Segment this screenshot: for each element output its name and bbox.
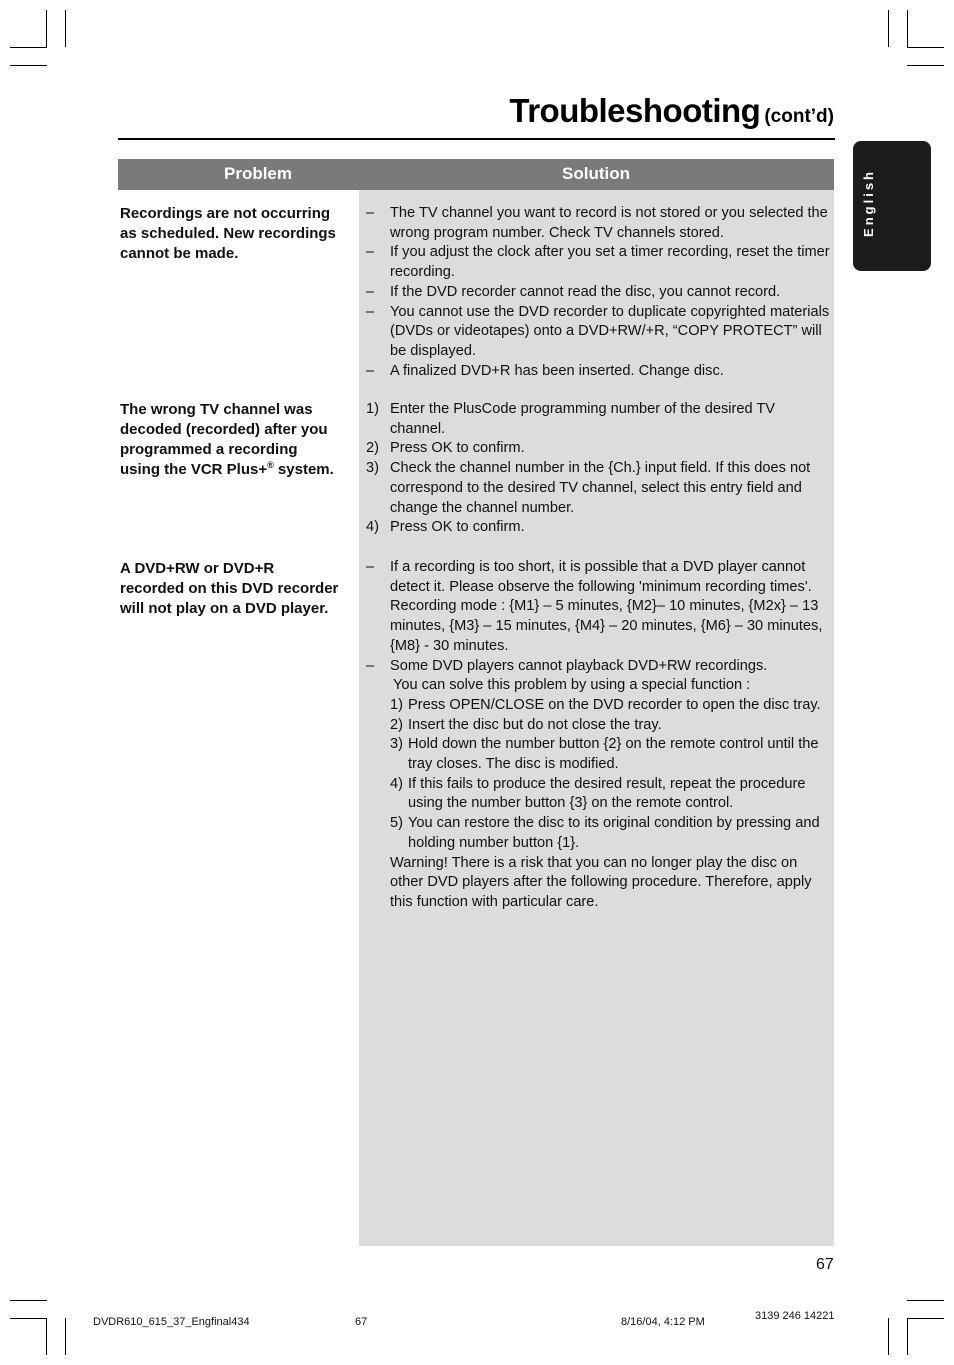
language-tab bbox=[853, 141, 931, 271]
crop-mark bbox=[907, 1318, 908, 1355]
solution-step: 4) Press OK to confirm. bbox=[366, 519, 525, 536]
footer-filename: DVDR610_615_37_Engfinal434 bbox=[93, 1316, 250, 1328]
footer-code: 3139 246 14221 bbox=[755, 1310, 835, 1322]
solution-item: – You cannot use the DVD recorder to duplicate copyrighted materials (DVDs or videotapes) onto a DVD+RW/+R, “COPY PROTECT” will be displayed. bbox=[366, 303, 830, 359]
solution-substep: 5) You can restore the disc to its original condition by pressing and holding number button {1}. bbox=[390, 815, 820, 851]
solution-item: – The TV channel you want to record is not stored or you selected the wrong program number. Check TV channels stored. bbox=[366, 205, 828, 241]
crop-mark bbox=[46, 1318, 47, 1355]
crop-mark bbox=[10, 65, 47, 66]
crop-mark bbox=[65, 10, 66, 47]
solution-substep: 4) If this fails to produce the desired result, repeat the procedure using the number button {3} on the remote control. bbox=[390, 775, 806, 812]
solution-item: – If you adjust the clock after you set a timer recording, reset the timer recording. bbox=[366, 244, 830, 281]
warning-text: Warning! There is a risk that you can no longer play the disc on other DVD players after the following procedure. Therefore, apply this function with particular care. bbox=[390, 854, 812, 910]
footer-date: 8/16/04, 4:12 PM bbox=[621, 1316, 705, 1328]
crop-mark bbox=[888, 1318, 889, 1355]
page-title bbox=[509, 92, 834, 130]
solution-block bbox=[366, 558, 834, 913]
solution-step: 2) Press OK to confirm. bbox=[366, 440, 525, 457]
title-rule bbox=[118, 138, 835, 140]
crop-mark bbox=[10, 1300, 47, 1301]
page-number: 67 bbox=[816, 1256, 834, 1273]
crop-mark bbox=[907, 65, 944, 66]
page-title-main: Troubleshooting bbox=[509, 92, 761, 129]
language-tab-label: English bbox=[861, 169, 876, 237]
solution-item: – If the DVD recorder cannot read the disc, you cannot record. bbox=[366, 283, 781, 300]
solution-block bbox=[366, 400, 834, 538]
solution-item: – A finalized DVD+R has been inserted. Change disc. bbox=[366, 362, 724, 379]
crop-mark bbox=[46, 10, 47, 47]
crop-mark bbox=[907, 1300, 944, 1301]
crop-mark bbox=[10, 1318, 47, 1319]
crop-mark bbox=[10, 47, 47, 48]
solution-item: – Some DVD players cannot playback DVD+RW recordings. bbox=[366, 657, 768, 674]
problem-text: Recordings are not occurring as scheduled. New recordings cannot be made. bbox=[120, 205, 336, 262]
solution-step: 3) Check the channel number in the {Ch.} input field. If this does not correspond to the desired TV channel, select this entry field and change the channel number. bbox=[366, 460, 811, 516]
footer-page: 67 bbox=[355, 1316, 368, 1328]
solution-substep: 3) Hold down the number button {2} on the remote control until the tray closes. The disc is modified. bbox=[390, 736, 819, 773]
problem-text: The wrong TV channel was decoded (recorded) after you programmed a recording using the VCR Plus+® system. bbox=[120, 401, 334, 478]
column-header-solution: Solution bbox=[562, 164, 630, 183]
table-header bbox=[118, 159, 834, 190]
crop-mark bbox=[907, 10, 908, 47]
solution-substep: 2) Insert the disc but do not close the tray. bbox=[390, 716, 662, 733]
crop-mark bbox=[888, 10, 889, 47]
solution-step: 1) Enter the PlusCode programming number of the desired TV channel. bbox=[366, 401, 776, 437]
solution-intro: You can solve this problem by using a special function : bbox=[393, 677, 751, 694]
crop-mark bbox=[65, 1318, 66, 1355]
registered-mark: ® bbox=[267, 460, 274, 470]
crop-mark bbox=[907, 47, 944, 48]
solution-block bbox=[366, 204, 834, 381]
problem-text: A DVD+RW or DVD+R recorded on this DVD recorder will not play on a DVD player. bbox=[120, 560, 339, 617]
solution-substep: 1) Press OPEN/CLOSE on the DVD recorder to open the disc tray. bbox=[390, 696, 821, 713]
page-title-sub: (cont’d) bbox=[764, 106, 834, 127]
column-header-problem: Problem bbox=[223, 164, 293, 183]
crop-mark bbox=[907, 1318, 944, 1319]
solution-item: – If a recording is too short, it is possible that a DVD player cannot detect it. Please observe the following 'minimum recording times'. Recording mode : {M1} – 5 minutes, {M2}– 10 minutes, {M2x} – 13 minutes, {M3} – 15 minutes, {M4} – 20 minutes, {M6} – 30 minutes, {M8} - 30 minutes. bbox=[366, 559, 823, 654]
